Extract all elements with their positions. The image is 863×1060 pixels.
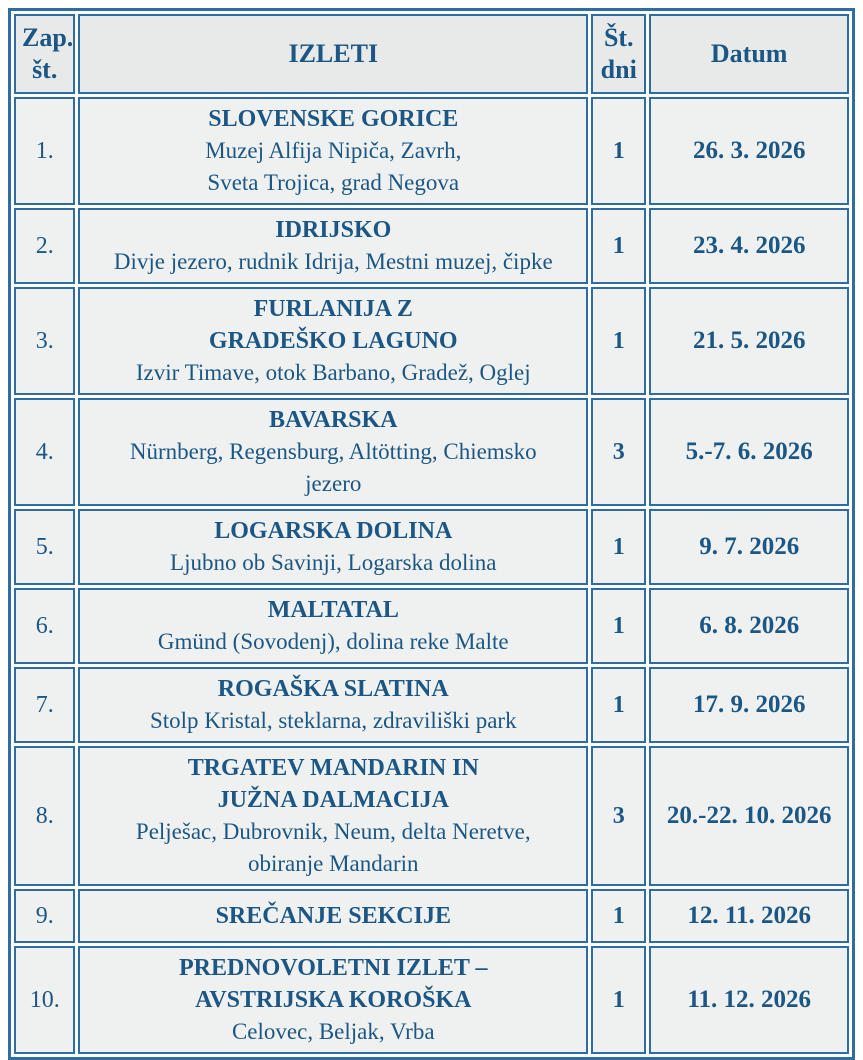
row-number: 4.: [14, 398, 75, 506]
header-excursions: IZLETI: [78, 14, 588, 94]
trip-title: TRGATEV MANDARIN IN JUŽNA DALMACIJA: [187, 755, 479, 813]
table-row: [14, 97, 849, 205]
row-number: 5.: [14, 509, 75, 585]
trip-date: 6. 8. 2026: [649, 588, 849, 664]
days-count: 1: [591, 287, 646, 395]
table-row: [14, 946, 849, 1054]
trip-date: 12. 11. 2026: [649, 889, 849, 943]
table-row: [14, 398, 849, 506]
trip-cell: [78, 97, 588, 205]
trip-cell: [78, 946, 588, 1054]
trip-title: FURLANIJA Z GRADEŠKO LAGUNO: [208, 296, 458, 354]
days-count: 1: [591, 889, 646, 943]
trip-title: BAVARSKA: [269, 407, 398, 433]
trip-description: Muzej Alfija Nipiča, Zavrh, Sveta Trojica, grad Negova: [205, 138, 462, 195]
days-count: 1: [591, 667, 646, 743]
row-number: 6.: [14, 588, 75, 664]
table-row: [14, 746, 849, 886]
table-row: [14, 509, 849, 585]
trip-date: 21. 5. 2026: [649, 287, 849, 395]
row-number: 9.: [14, 889, 75, 943]
trip-date: 23. 4. 2026: [649, 208, 849, 284]
trip-date: 9. 7. 2026: [649, 509, 849, 585]
row-number: 8.: [14, 746, 75, 886]
trip-cell: [78, 588, 588, 664]
trip-description: Celovec, Beljak, Vrba: [231, 1019, 435, 1044]
header-sequence-number: Zap. št.: [14, 14, 75, 94]
table-row: [14, 588, 849, 664]
trip-description: Pelješac, Dubrovnik, Neum, delta Neretve, obiranje Mandarin: [135, 819, 531, 876]
row-number: 1.: [14, 97, 75, 205]
trip-cell: [78, 889, 588, 943]
trip-title: ROGAŠKA SLATINA: [217, 676, 449, 702]
trip-date: 11. 12. 2026: [649, 946, 849, 1054]
header-days-count: Št. dni: [591, 14, 646, 94]
header-row: [14, 14, 849, 94]
trip-cell: [78, 208, 588, 284]
trip-description: Gmünd (Sovodenj), dolina reke Malte: [157, 629, 509, 654]
row-number: 3.: [14, 287, 75, 395]
trip-cell: [78, 667, 588, 743]
excursions-table: [8, 8, 855, 1060]
table-row: [14, 667, 849, 743]
trip-title: PREDNOVOLETNI IZLET – AVSTRIJSKA KOROŠKA: [179, 955, 488, 1013]
days-count: 1: [591, 509, 646, 585]
trip-date: 5.-7. 6. 2026: [649, 398, 849, 506]
table-row: [14, 287, 849, 395]
days-count: 1: [591, 588, 646, 664]
trip-cell: [78, 287, 588, 395]
trip-cell: [78, 398, 588, 506]
trip-description: Izvir Timave, otok Barbano, Gradež, Oglej: [135, 360, 531, 385]
days-count: 1: [591, 946, 646, 1054]
trip-description: Ljubno ob Savinji, Logarska dolina: [170, 550, 497, 575]
days-count: 3: [591, 398, 646, 506]
trip-title: IDRIJSKO: [275, 217, 392, 243]
days-count: 1: [591, 97, 646, 205]
trip-title: LOGARSKA DOLINA: [214, 518, 453, 544]
row-number: 10.: [14, 946, 75, 1054]
table-row: [14, 889, 849, 943]
trip-description: Divje jezero, rudnik Idrija, Mestni muzej, čipke: [113, 249, 553, 274]
trip-title: MALTATAL: [267, 597, 399, 623]
row-number: 7.: [14, 667, 75, 743]
trip-date: 17. 9. 2026: [649, 667, 849, 743]
trip-title: SREČANJE SEKCIJE: [215, 903, 451, 929]
trip-description: Stolp Kristal, steklarna, zdraviliški park: [149, 708, 517, 733]
trip-title: SLOVENSKE GORICE: [208, 106, 459, 132]
trip-date: 20.-22. 10. 2026: [649, 746, 849, 886]
days-count: 1: [591, 208, 646, 284]
row-number: 2.: [14, 208, 75, 284]
days-count: 3: [591, 746, 646, 886]
trip-cell: [78, 509, 588, 585]
table-row: [14, 208, 849, 284]
trip-cell: [78, 746, 588, 886]
header-date: Datum: [649, 14, 849, 94]
trip-date: 26. 3. 2026: [649, 97, 849, 205]
trip-description: Nürnberg, Regensburg, Altötting, Chiemsko jezero: [129, 439, 537, 496]
